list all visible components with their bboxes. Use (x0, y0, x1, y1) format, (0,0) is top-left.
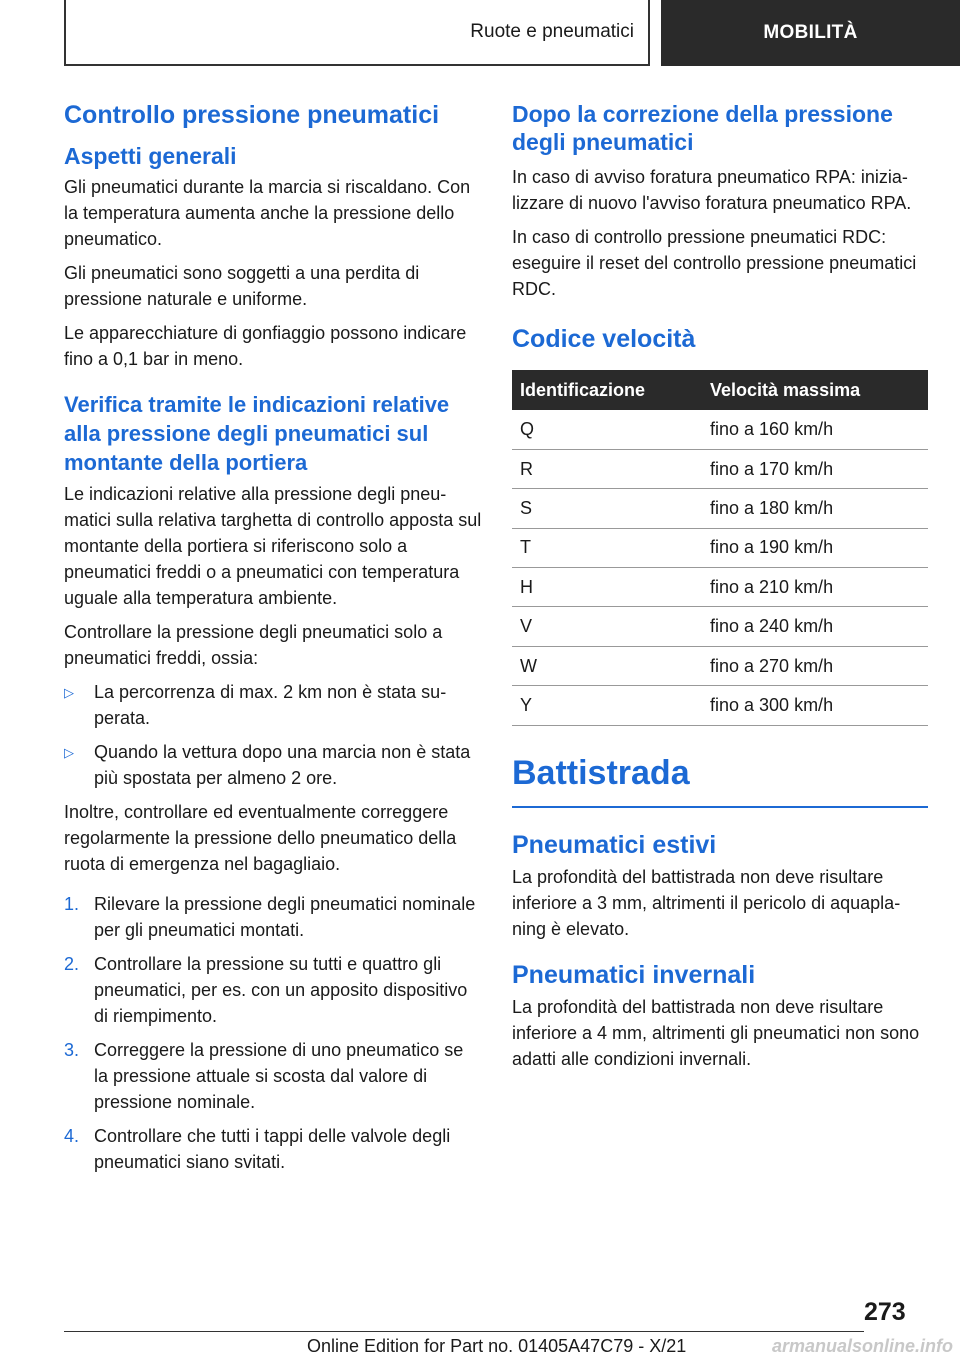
table-row (512, 686, 928, 725)
table-cell: fino a 300 km/h (702, 686, 928, 725)
table-cell: fino a 180 km/h (702, 489, 928, 528)
left-column (64, 100, 482, 1183)
footer-divider (64, 1331, 864, 1332)
paragraph: Controllare la pressione degli pneumatici solo a pneumatici freddi, ossia: (64, 622, 443, 668)
page-heading: Controllo pressione pneumatici (64, 101, 440, 129)
paragraph: In caso di avviso foratura pneumatico RPA: inizializzare di nuovo l'avviso foratura pneumatico RPA. (512, 167, 912, 213)
list-item (64, 679, 482, 731)
step-item (64, 1037, 482, 1115)
step-item (64, 951, 482, 1029)
heading-winter-tyres: Pneumatici invernali (512, 960, 756, 989)
list-item-text: La percorrenza di max. 2 km non è stata superata. (94, 682, 447, 728)
column-header: Velocità massima (702, 370, 928, 410)
heading-summer-tyres: Pneumatici estivi (512, 830, 717, 859)
table-cell: R (512, 449, 702, 488)
table-cell: W (512, 646, 702, 685)
heading-speed-code: Codice velocità (512, 325, 696, 353)
table-row (512, 568, 928, 607)
heading-general: Aspetti generali (64, 143, 237, 169)
page-number: 273 (864, 1298, 906, 1326)
step-number: 1. (64, 894, 80, 914)
speed-code-table (512, 370, 928, 726)
table-cell: fino a 240 km/h (702, 607, 928, 646)
table-cell: Y (512, 686, 702, 725)
edition-note: Online Edition for Part no. 01405A47C79 - X/21 (307, 1336, 687, 1356)
section-tab (661, 0, 960, 66)
paragraph: La profondità del battistrada non deve risultare inferiore a 4 mm, altrimenti gli pneumatici non sono adatti alle condizioni invernali. (512, 996, 920, 1069)
column-header: Identificazione (512, 370, 702, 410)
table-row (512, 410, 928, 449)
table-cell: T (512, 528, 702, 567)
step-item (64, 891, 482, 943)
paragraph: In caso di controllo pressione pneumatici RDC: eseguire il reset del controllo pressione pneumatici RDC. (512, 227, 917, 299)
table-cell: Q (512, 410, 702, 449)
paragraph: Inoltre, controllare ed eventualmente correggere regolarmente la pressione dello pneumatico della ruota di emergenza nel bagagliaio. (64, 802, 457, 874)
table-header-row (512, 370, 928, 410)
table-cell: fino a 270 km/h (702, 646, 928, 685)
table-row (512, 607, 928, 646)
right-column (512, 100, 928, 1080)
table-cell: V (512, 607, 702, 646)
triangle-bullet-icon: ▷ (64, 745, 74, 760)
bullet-list (64, 679, 482, 791)
table-row (512, 489, 928, 528)
step-number: 3. (64, 1040, 80, 1060)
paragraph: Le indicazioni relative alla pressione degli pneumatici sulla relativa targhetta di controllo apposta sul montante della portiera si riferiscono solo a pneumatici freddi o a pneumatici con temperatura uguale alla temperatura ambiente. (64, 484, 482, 608)
list-item-text: Quando la vettura dopo una marcia non è stata più spostata per almeno 2 ore. (94, 742, 471, 788)
step-list (64, 891, 482, 1175)
table-row (512, 646, 928, 685)
step-text: Controllare che tutti i tappi delle valvole degli pneumatici siano svitati. (94, 1126, 451, 1172)
step-text: Rilevare la pressione degli pneumatici nominale per gli pneumatici montati. (94, 894, 476, 940)
table-row (512, 449, 928, 488)
step-text: Correggere la pressione di uno pneumatico se la pressione attuale si scosta dal valore di pressione nominale. (94, 1040, 464, 1112)
heading-check: Verifica tramite le indicazioni relative alla pressione degli pneumatici sul montante della portiera (64, 392, 450, 475)
table-cell: H (512, 568, 702, 607)
heading-after-correction: Dopo la correzione della pressione degli pneumatici (512, 101, 893, 155)
table-cell: fino a 210 km/h (702, 568, 928, 607)
chapter-title: Ruote e pneumatici (470, 21, 634, 42)
chapter-header (64, 0, 650, 66)
step-item (64, 1123, 482, 1175)
paragraph: Gli pneumatici sono soggetti a una perdita di pressione naturale e uniforme. (64, 263, 420, 309)
triangle-bullet-icon: ▷ (64, 685, 74, 700)
watermark-logo: armanualsonline.info (772, 1336, 954, 1356)
step-number: 4. (64, 1126, 80, 1146)
section-title: MOBILITÀ (763, 22, 858, 43)
table-cell: fino a 190 km/h (702, 528, 928, 567)
section-heading-tread: Battistrada (512, 752, 928, 808)
paragraph: La profondità del battistrada non deve risultare inferiore a 3 mm, altrimenti il pericolo di aquaplaning è elevato. (512, 866, 901, 939)
table-cell: S (512, 489, 702, 528)
table-row (512, 528, 928, 567)
step-number: 2. (64, 954, 80, 974)
list-item (64, 739, 482, 791)
paragraph: Le apparecchiature di gonfiaggio possono indicare fino a 0,1 bar in meno. (64, 323, 467, 369)
step-text: Controllare la pressione su tutti e quattro gli pneumatici, per es. con un apposito dispositivo di riempimento. (94, 954, 468, 1026)
paragraph: Gli pneumatici durante la marcia si riscaldano. Con la temperatura aumenta anche la pressione dello pneumatico. (64, 177, 471, 249)
table-cell: fino a 170 km/h (702, 449, 928, 488)
table-cell: fino a 160 km/h (702, 410, 928, 449)
